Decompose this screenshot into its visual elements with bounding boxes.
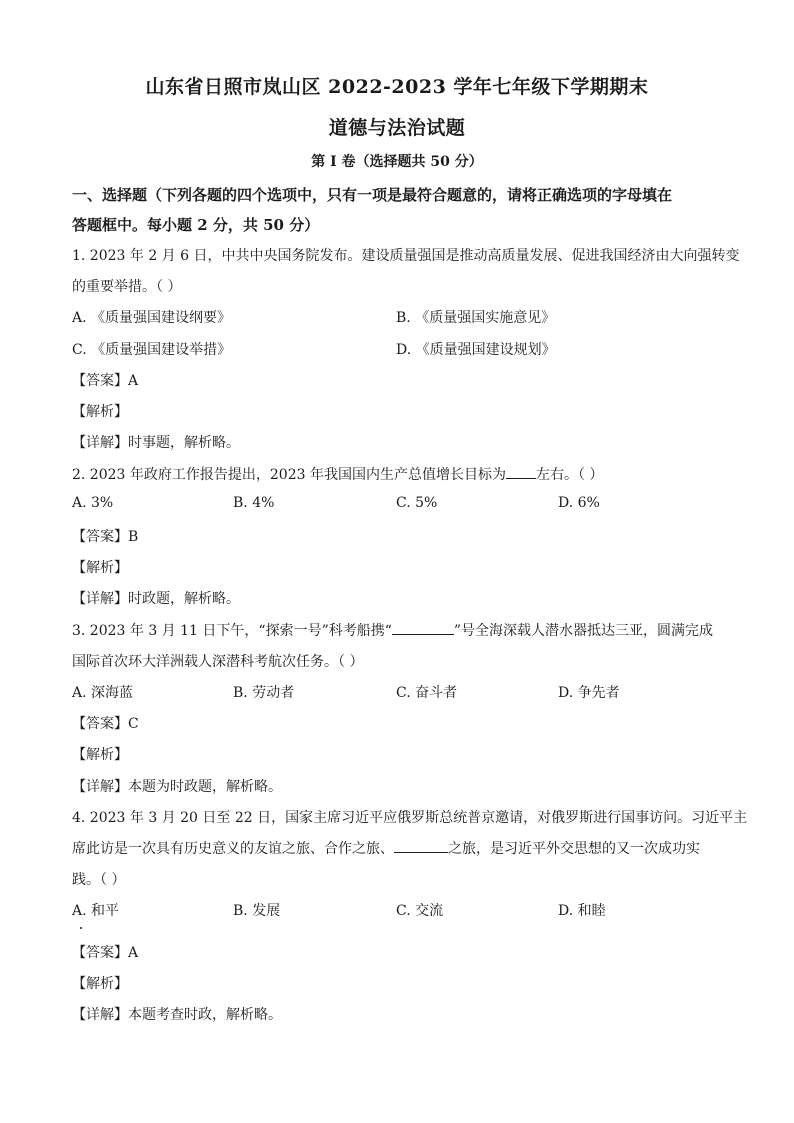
volume-heading: 第 I 卷（选择题共 50 分）	[311, 154, 483, 170]
answer-value: A	[128, 373, 139, 389]
detail-label: 【详解】	[72, 779, 128, 795]
stray-dot	[80, 927, 82, 929]
question-3-text-pre: 3. 2023 年 3 月 11 日下午，“探索一号”科考船携“	[72, 623, 392, 639]
question-3-line2: 国际首次环大洋洲载人深潜科考航次任务。（ ）	[72, 654, 364, 670]
question-4-text-pre: 席此访是一次具有历史意义的友谊之旅、合作之旅、	[72, 841, 394, 857]
question-4-answer	[72, 942, 138, 962]
question-4-line3: 践。（ ）	[72, 872, 126, 888]
question-3-text-post: ”号全海深载人潜水器抵达三亚，圆满完成	[453, 623, 714, 639]
question-3-option-d: D. 争先者	[558, 685, 620, 701]
question-3-answer	[72, 713, 139, 733]
answer-value: B	[128, 529, 139, 545]
exam-title-line1: 山东省日照市岚山区 2022-2023 学年七年级下学期期末	[145, 76, 649, 98]
detail-label: 【详解】	[72, 591, 128, 607]
question-1-option-a: A. 《质量强国建设纲要》	[72, 310, 232, 326]
detail-text: 本题考查时政，解析略。	[128, 1007, 282, 1023]
question-3-analysis: 【解析】	[72, 747, 128, 763]
question-1-option-d: D. 《质量强国建设规划》	[396, 342, 556, 358]
question-4-analysis: 【解析】	[72, 976, 128, 992]
question-3-option-a: A. 深海蓝	[72, 685, 134, 701]
question-3-option-c: C. 奋斗者	[396, 685, 458, 701]
question-4-line2	[72, 838, 700, 858]
question-1-line2: 的重要举措。（ ）	[72, 279, 182, 295]
question-2-option-b: B. 4%	[233, 495, 275, 511]
question-2-text-post: 左右。（ ）	[535, 467, 604, 483]
question-2-detail	[72, 588, 240, 608]
section-instructions-line2: 答题框中。每小题 2 分，共 50 分）	[72, 216, 320, 234]
answer-label: 【答案】	[72, 373, 128, 389]
question-3-detail	[72, 776, 282, 796]
question-2-answer	[72, 526, 138, 546]
question-1-analysis: 【解析】	[72, 404, 128, 420]
fill-blank	[392, 620, 454, 635]
answer-value: A	[128, 945, 139, 961]
answer-label: 【答案】	[72, 716, 128, 732]
question-4-option-c: C. 交流	[396, 903, 444, 919]
question-1-option-b: B. 《质量强国实施意见》	[396, 310, 556, 326]
question-4-text-post: 之旅，是习近平外交思想的又一次成功实	[448, 841, 700, 857]
question-1-option-c: C. 《质量强国建设举措》	[72, 342, 232, 358]
detail-label: 【详解】	[72, 435, 128, 451]
question-4-option-a: A. 和平	[72, 903, 120, 919]
detail-text: 时事题，解析略。	[128, 435, 240, 451]
fill-blank	[394, 838, 448, 853]
detail-text: 时政题，解析略。	[128, 591, 240, 607]
question-3-line1	[72, 620, 713, 640]
answer-label: 【答案】	[72, 945, 128, 961]
question-2-option-c: C. 5%	[396, 495, 438, 511]
question-2-analysis: 【解析】	[72, 560, 128, 576]
exam-title-line2: 道德与法治试题	[328, 117, 466, 139]
detail-text: 本题为时政题，解析略。	[128, 779, 282, 795]
question-4-option-d: D. 和睦	[558, 903, 606, 919]
fill-blank	[506, 464, 536, 479]
question-1-detail	[72, 432, 240, 452]
answer-value: C	[128, 716, 139, 732]
question-4-option-b: B. 发展	[233, 903, 281, 919]
question-3-option-b: B. 劳动者	[233, 685, 295, 701]
answer-label: 【答案】	[72, 529, 128, 545]
question-4-detail	[72, 1004, 282, 1024]
question-2-text-pre: 2. 2023 年政府工作报告提出，2023 年我国国内生产总值增长目标为	[72, 467, 506, 483]
detail-label: 【详解】	[72, 1007, 128, 1023]
question-4-line1: 4. 2023 年 3 月 20 日至 22 日，国家主席习近平应俄罗斯总统普京邀请，对俄罗斯进行国事访问。习近平主	[72, 810, 748, 826]
question-1-line1: 1. 2023 年 2 月 6 日，中共中央国务院发布。建设质量强国是推动高质量发展、促进我国经济由大向强转变	[72, 248, 740, 264]
question-1-answer	[72, 370, 138, 390]
section-instructions-line1: 一、选择题（下列各题的四个选项中，只有一项是最符合题意的，请将正确选项的字母填在	[72, 186, 673, 204]
question-2-option-d: D. 6%	[558, 495, 600, 511]
question-2-option-a: A. 3%	[72, 495, 114, 511]
question-2-line1	[72, 464, 603, 484]
